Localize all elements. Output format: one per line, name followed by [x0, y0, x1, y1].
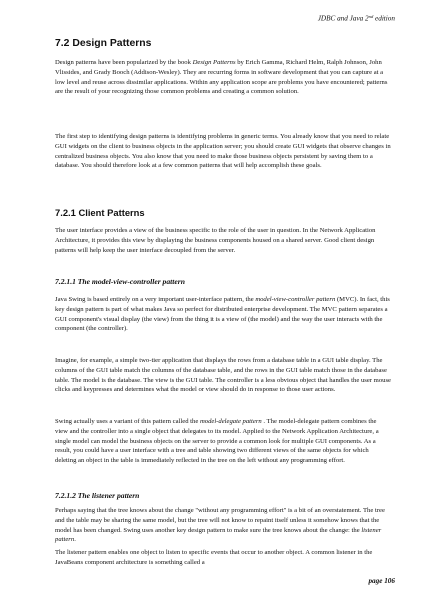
edition-word: edition — [373, 14, 395, 23]
paragraph-java-swing-mvc: Java Swing is based entirely on a very important user-interface pattern, the model-view-controller pattern (MVC). In fact, this key design pattern is part of what makes Java so perfect for distributed enterprise development. The MVC pattern separates a GUI component's visual display (the view) from the thing it is a view of (the model) and the way the user interacts with the component (the controller). — [55, 296, 390, 333]
paragraph-identifying-patterns: The first step to identifying design patterns is identifying problems in generic terms. You already know that you need to relate GUI widgets on the client to business objects in the application server; you should create GUI widgets that observe changes in centralized business objects. You also know that you need to make those business objects persistent by saving them to a database. You should therefore look at a few common patterns that will help accomplish these goals. — [55, 133, 391, 170]
running-header — [318, 12, 395, 24]
subsubsection-heading-mvc: 7.2.1.1 The model-view-controller pattern — [55, 277, 185, 286]
paragraph-listener-overstatement: Perhaps saying that the tree knows about the change "without any programming effort" is a bit of an overstatement. The tree and the table may be sharing the same model, but the tree will not know to repaint itself unless it somehow knows that the model has been changed. Swing uses another key design pattern to make sure the tree knows about the change: the listener pattern. — [55, 507, 385, 544]
term-listener-pattern: listener pattern — [55, 526, 382, 544]
section-heading: 7.2 Design Patterns — [55, 38, 152, 49]
subsubsection-heading-listener: 7.2.1.2 The listener pattern — [55, 491, 140, 500]
paragraph-listener-definition: The listener pattern enables one object to listen to specific events that occur to another object. A common listener in the JavaBeans component architecture is something called a — [55, 549, 373, 566]
paragraph-model-delegate: Swing actually uses a variant of this pattern called the model-delegate pattern . The model-delegate pattern combines the view and the controller into a single object that delegates to its model. Applied to the Network Application Architecture, a single model can model the business objects on the server to provide a common look for multiple GUI components. As a result, you could have a user interface with a tree and table showing two different views of the same objects for which deleting an object in the table is immediately reflected in the tree on the left without any programming effort. — [55, 418, 379, 465]
subsection-heading-client-patterns: 7.2.1 Client Patterns — [55, 207, 145, 218]
edition-superscript: nd — [368, 14, 374, 19]
paragraph-user-interface: The user interface provides a view of the business specific to the role of the user in question. In the Network Application Architecture, it provides this view by displaying the business components housed on a shared server. Good client design patterns will help keep the user interface decoupled from the server. — [55, 227, 376, 254]
page-number: page 106 — [368, 577, 395, 585]
paragraph-design-patterns-intro: Design patterns have been popularized by the book Design Patterns by Erich Gamma, Richard Helm, Ralph Johnson, John Vlissides, and Grady Booch (Addison-Wesley). They are recurring forms in software development that you can capture at a low level and reuse across dissimilar applications. Within any application scope are problems you have encountered; patterns are the result of your recognizing those common problems and creating a common solution. — [55, 59, 388, 96]
paragraph-two-tier-example: Imagine, for example, a simple two-tier application that displays the rows from a database table in a GUI table display. The columns of the GUI table match the columns of the database table, and the rows in the GUI table match those in the database table. The model is the database. The view is the GUI table. The controller is a less obvious object that handles the user mouse clicks and keypresses and determines what the model or view should do in response to those user actions. — [55, 357, 392, 394]
term-model-delegate: model-delegate pattern — [199, 418, 262, 425]
book-title-design-patterns: Design Patterns — [192, 59, 236, 66]
term-model-view-controller: model-view-controller pattern — [255, 296, 336, 303]
book-title: JDBC and Java 2 — [317, 14, 369, 23]
